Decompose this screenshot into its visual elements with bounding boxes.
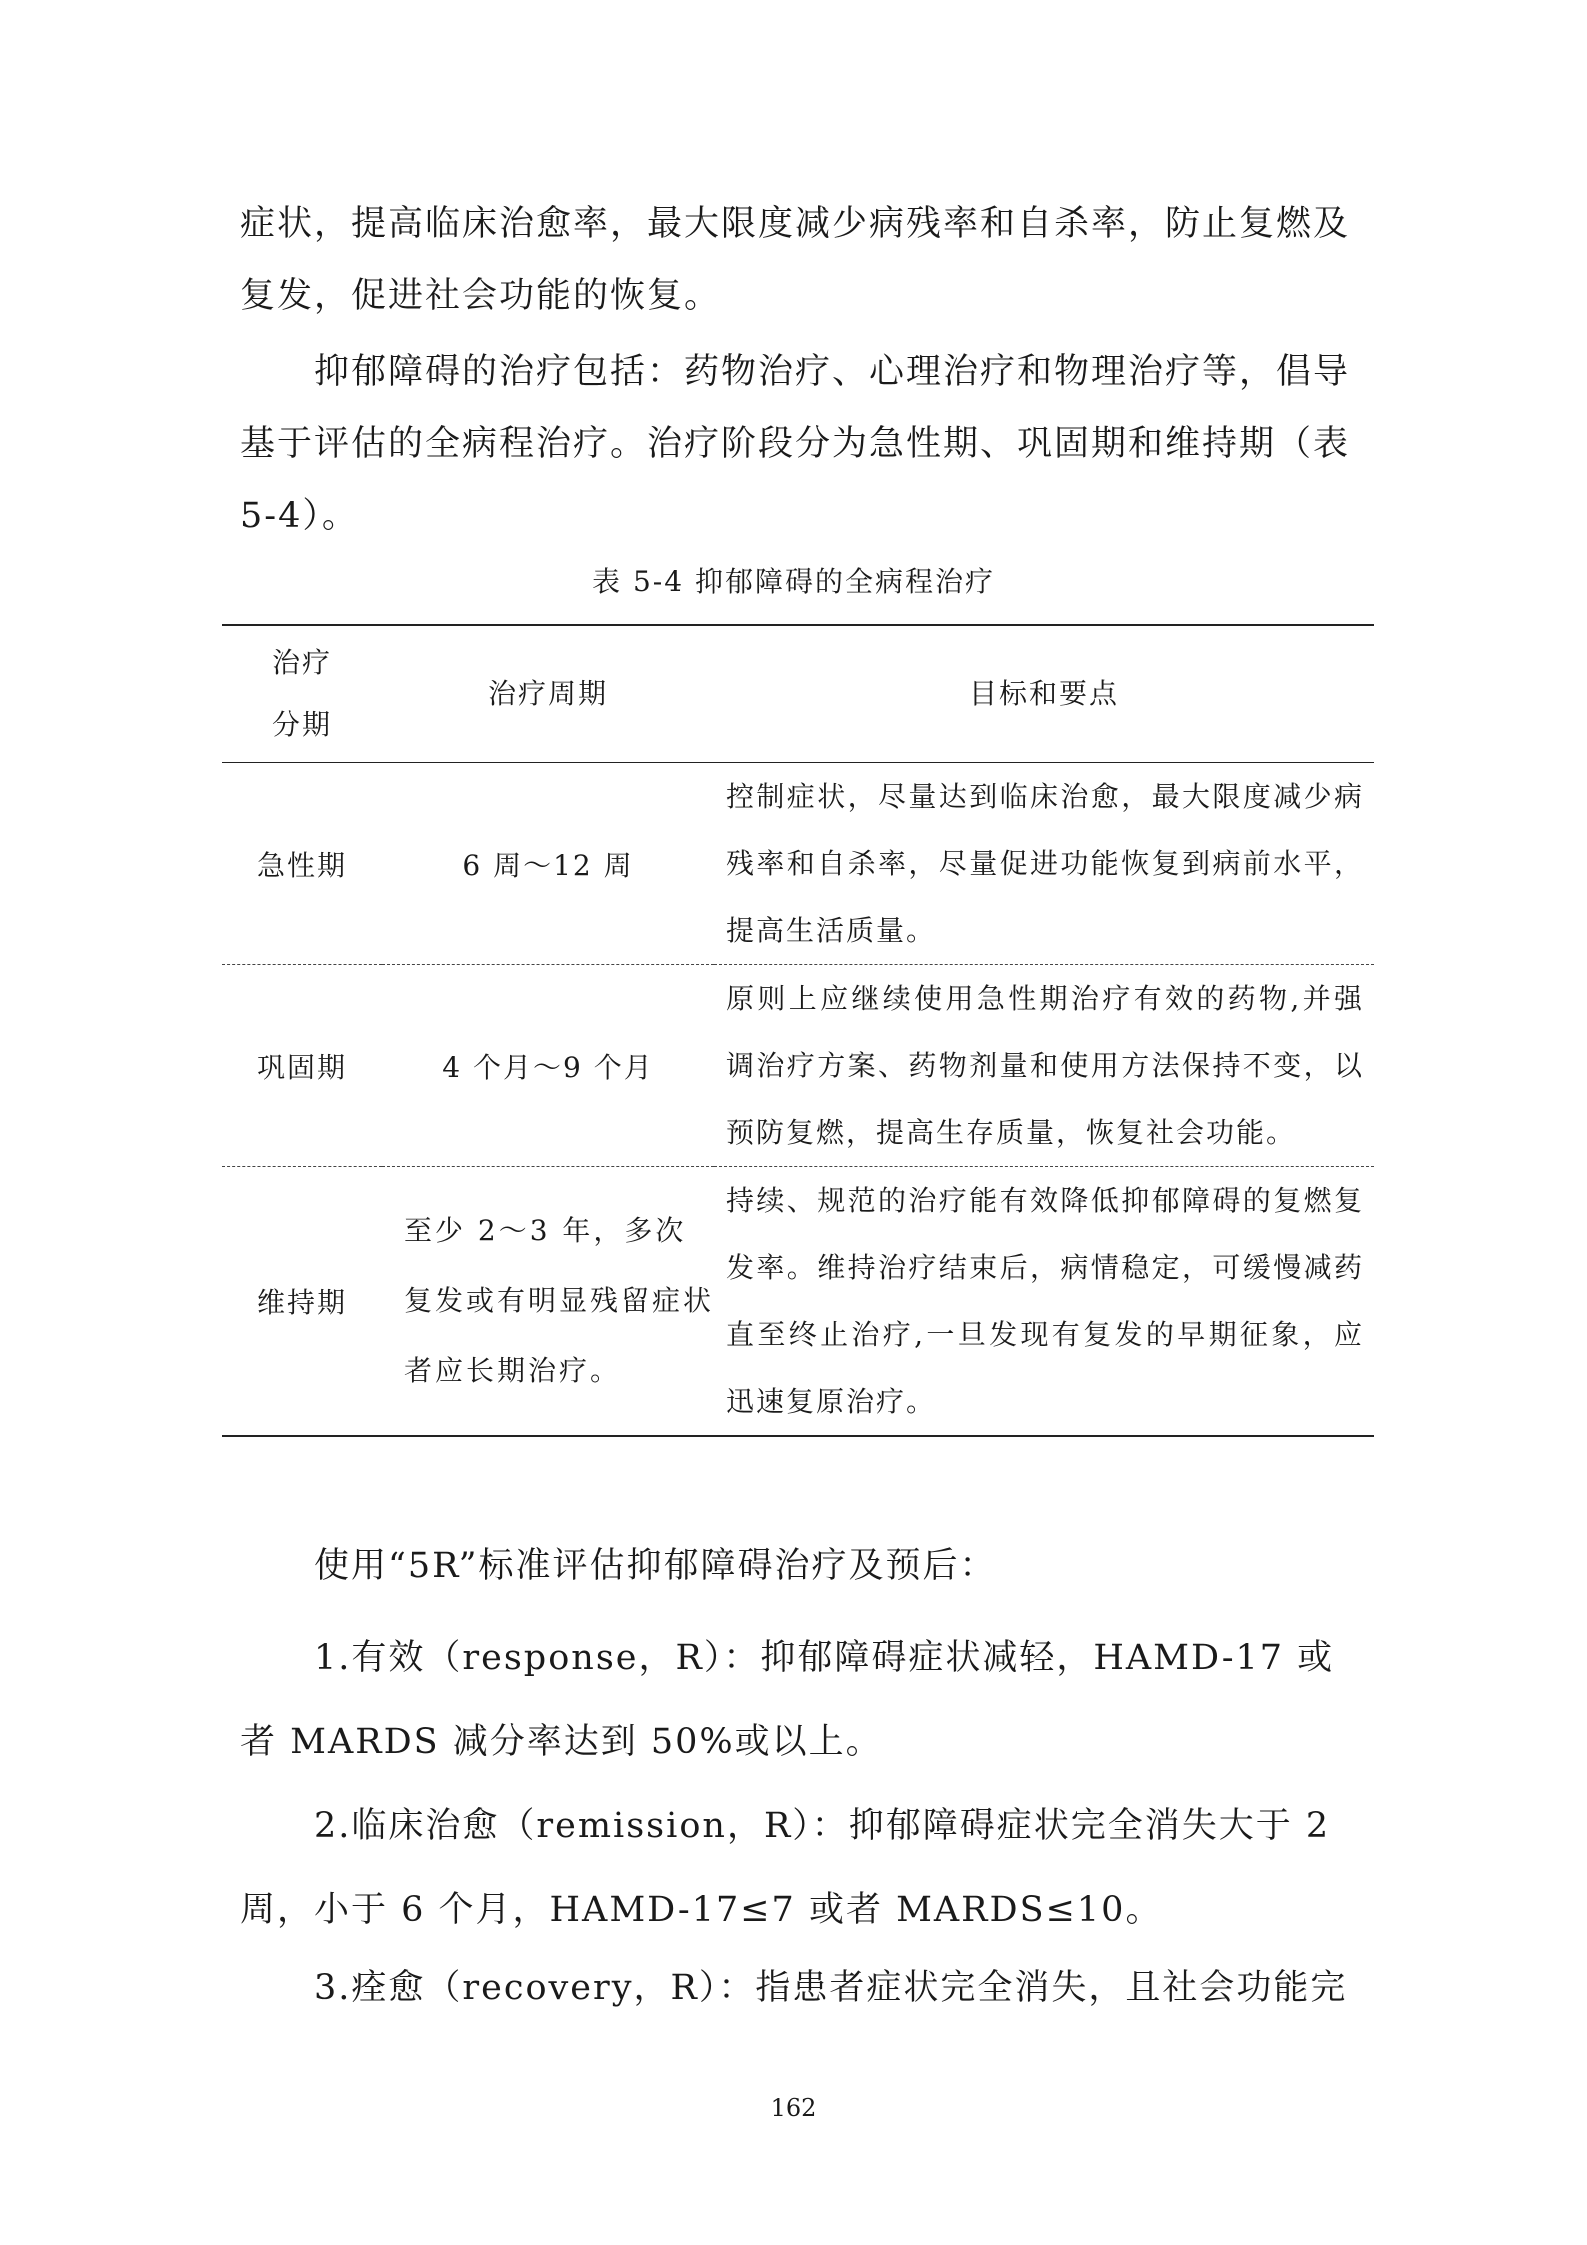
criterion-remission: 2.临床治愈（remission，R）：抑郁障碍症状完全消失大于 2 周，小于 6 个月，HAMD-17≤7 或者 MARDS≤10。 (240, 1806, 1331, 1930)
header-phase-line2: 分期 (271, 708, 332, 741)
table-caption: 表 5-4 抑郁障碍的全病程治疗 (592, 565, 995, 598)
table-row-maintenance (222, 1167, 1374, 1437)
header-phase-line1: 治疗 (271, 646, 332, 679)
cell-phase: 维持期 (256, 1286, 347, 1319)
cell-goals: 控制症状，尽量达到临床治愈，最大限度减少病残率和自杀率，尽量促进功能恢复到病前水平，提高生活质量。 (726, 780, 1364, 947)
table-header-row (222, 625, 1374, 763)
criterion-response: 1.有效（response，R）：抑郁障碍症状减轻，HAMD-17 或者 MARDS 减分率达到 50%或以上。 (240, 1638, 1335, 1762)
cell-period: 6 周～12 周 (462, 848, 634, 882)
treatment-paragraph: 抑郁障碍的治疗包括：药物治疗、心理治疗和物理治疗等，倡导基于评估的全病程治疗。治疗阶段分为急性期、巩固期和维持期（表5-4）。 (240, 352, 1351, 536)
header-goals: 目标和要点 (968, 677, 1119, 710)
cell-phase: 巩固期 (256, 1050, 347, 1084)
treatment-phase-table (222, 624, 1374, 1437)
cell-period: 4 个月～9 个月 (442, 1050, 654, 1084)
table-row-consolidation (222, 965, 1374, 1167)
intro-paragraph: 症状，提高临床治愈率，最大限度减少病残率和自杀率，防止复燃及复发，促进社会功能的恢复。 (240, 204, 1351, 316)
cell-phase: 急性期 (256, 848, 347, 882)
cell-period: 至少 2～3 年，多次复发或有明显残留症状者应长期治疗。 (404, 1214, 715, 1387)
header-period: 治疗周期 (487, 677, 608, 710)
cell-goals: 持续、规范的治疗能有效降低抑郁障碍的复燃复发率。维持治疗结束后，病情稳定，可缓慢减药直至终止治疗,一旦发现有复发的早期征象，应迅速复原治疗。 (726, 1184, 1364, 1418)
header-phase (222, 625, 382, 763)
table-row-acute (222, 763, 1374, 965)
page-number: 162 (770, 2094, 817, 2122)
criterion-recovery: 3.痊愈（recovery，R）：指患者症状完全消失，且社会功能完 (314, 1968, 1348, 2008)
criteria-intro: 使用“5R”标准评估抑郁障碍治疗及预后： (314, 1546, 997, 1586)
cell-goals: 原则上应继续使用急性期治疗有效的药物,并强调治疗方案、药物剂量和使用方法保持不变，以预防复燃，提高生存质量，恢复社会功能。 (726, 982, 1364, 1149)
